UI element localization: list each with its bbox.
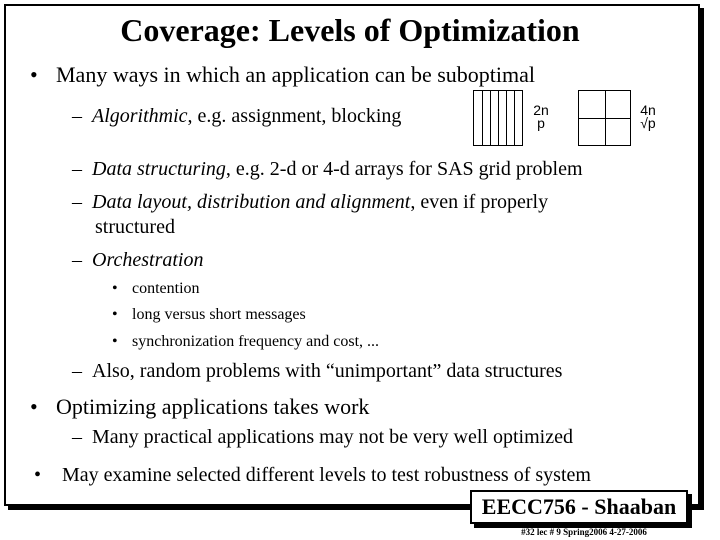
strip-ratio-label [528,104,554,130]
orch-item-text: synchronization frequency and cost, ... [132,333,380,350]
bullet-marker: • [112,333,118,350]
sub-orchestration [72,249,203,272]
block-partition-figure [578,90,631,146]
strip-ratio-numerator: 2n [533,102,549,118]
bullet-marker: • [30,394,38,419]
dash-marker: – [72,426,82,448]
sub-data-layout [72,191,548,214]
bullet-optimizing-work [30,394,369,420]
also-text: Also, random problems with “unimportant” data structures [92,360,563,382]
data-layout-continuation: structured [95,216,175,238]
lecture-meta: #32 lec # 9 Spring2006 4-27-2006 [521,527,647,537]
bullet-marker: • [112,280,118,297]
orch-item-text: contention [132,280,200,297]
algorithmic-term: Algorithmic [92,105,188,127]
slide-title: Coverage: Levels of Optimization [120,12,580,48]
dash-marker: – [72,360,82,382]
data-layout-term: Data layout, distribution and alignment [92,191,411,213]
data-structuring-text: , e.g. 2-d or 4-d arrays for SAS grid problem [225,158,583,180]
dash-marker: – [72,158,82,180]
block-ratio-denominator: √p [640,115,656,131]
algorithmic-text: , e.g. assignment, blocking [187,105,402,127]
course-footer-box: EECC756 - Shaaban [470,490,688,524]
bullet-examine-levels [34,464,591,487]
data-structuring-term: Data structuring [92,158,226,180]
orchestration-term: Orchestration [92,249,204,271]
block-ratio-numerator: 4n [640,102,656,118]
orch-item-text: long versus short messages [132,306,306,323]
sub-also-random [72,360,562,383]
orch-item-synchronization [112,333,379,351]
sub-data-structuring [72,158,583,181]
strip-partition-figure [473,90,523,146]
bullet-marker: • [34,464,42,486]
dash-marker: – [72,105,82,127]
strip-ratio-denominator: p [537,115,545,131]
block-ratio-label [634,104,662,130]
bullet-text: May examine selected different levels to test robustness of system [62,464,591,486]
bullet-text: Optimizing applications takes work [56,394,370,419]
bullet-ways-suboptimal [30,62,535,88]
sub-algorithmic [72,105,401,128]
bullet-text: Many ways in which an application can be suboptimal [56,62,535,87]
practical-text: Many practical applications may not be very well optimized [92,426,573,448]
orch-item-contention [112,280,200,298]
orch-item-messages [112,306,306,324]
bullet-marker: • [112,306,118,323]
sub-practical [72,426,573,449]
dash-marker: – [72,249,82,271]
data-layout-text: , even if properly [410,191,549,213]
dash-marker: – [72,191,82,213]
bullet-marker: • [30,62,38,87]
